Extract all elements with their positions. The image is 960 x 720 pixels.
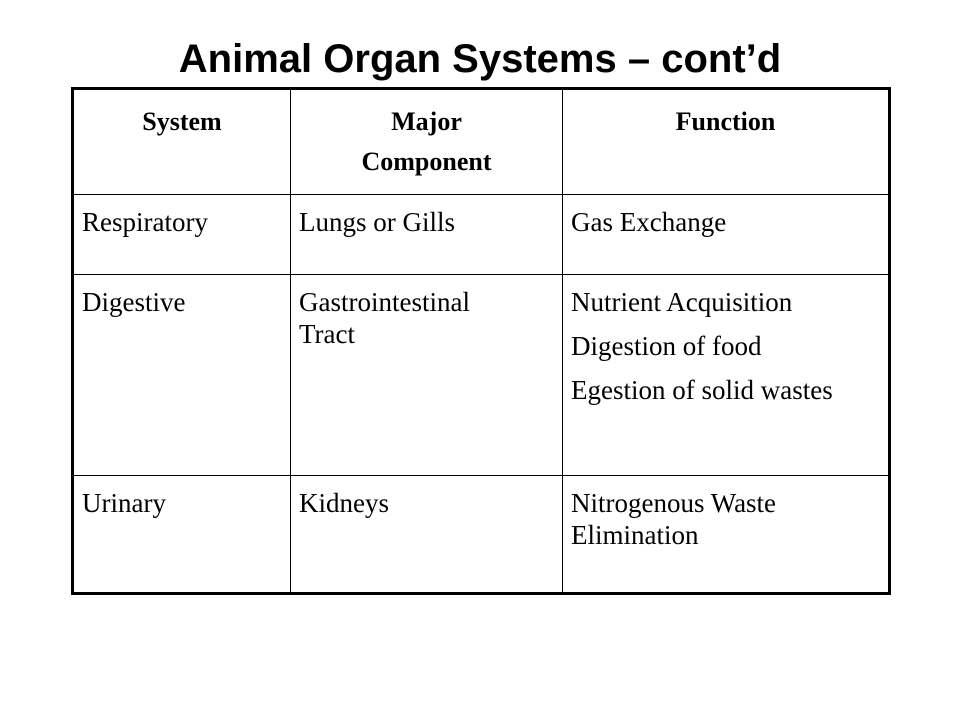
cell-component (291, 195, 563, 275)
function-item: Digestion of food (571, 331, 762, 361)
function-item: Nutrient Acquisition (571, 287, 793, 317)
cell-function (563, 275, 890, 476)
slide-title: Animal Organ Systems – cont’d (178, 37, 782, 81)
cell-component-line1: Lungs or Gills (299, 207, 456, 237)
header-major-component (291, 89, 563, 195)
table-row (73, 275, 890, 476)
function-item: Egestion of solid wastes (571, 375, 833, 405)
table-row (73, 476, 890, 594)
header-major-component-line2: Component (361, 147, 492, 176)
function-item: Gas Exchange (571, 207, 727, 237)
cell-function (563, 195, 890, 275)
organ-systems-table (71, 87, 891, 595)
cell-component-line1: Kidneys (299, 488, 389, 518)
cell-system: Urinary (73, 476, 291, 594)
cell-system: Respiratory (73, 195, 291, 275)
cell-function (563, 476, 890, 594)
cell-component-line2: Tract (299, 319, 356, 349)
cell-component (291, 275, 563, 476)
cell-component (291, 476, 563, 594)
cell-component-line1: Gastrointestinal (299, 287, 470, 317)
table-row (73, 195, 890, 275)
header-system: System (73, 89, 291, 195)
function-item: Nitrogenous Waste Elimination (571, 488, 777, 550)
header-function: Function (563, 89, 890, 195)
cell-system: Digestive (73, 275, 291, 476)
table-header-row (73, 89, 890, 195)
header-major-component-line1: Major (391, 107, 462, 136)
